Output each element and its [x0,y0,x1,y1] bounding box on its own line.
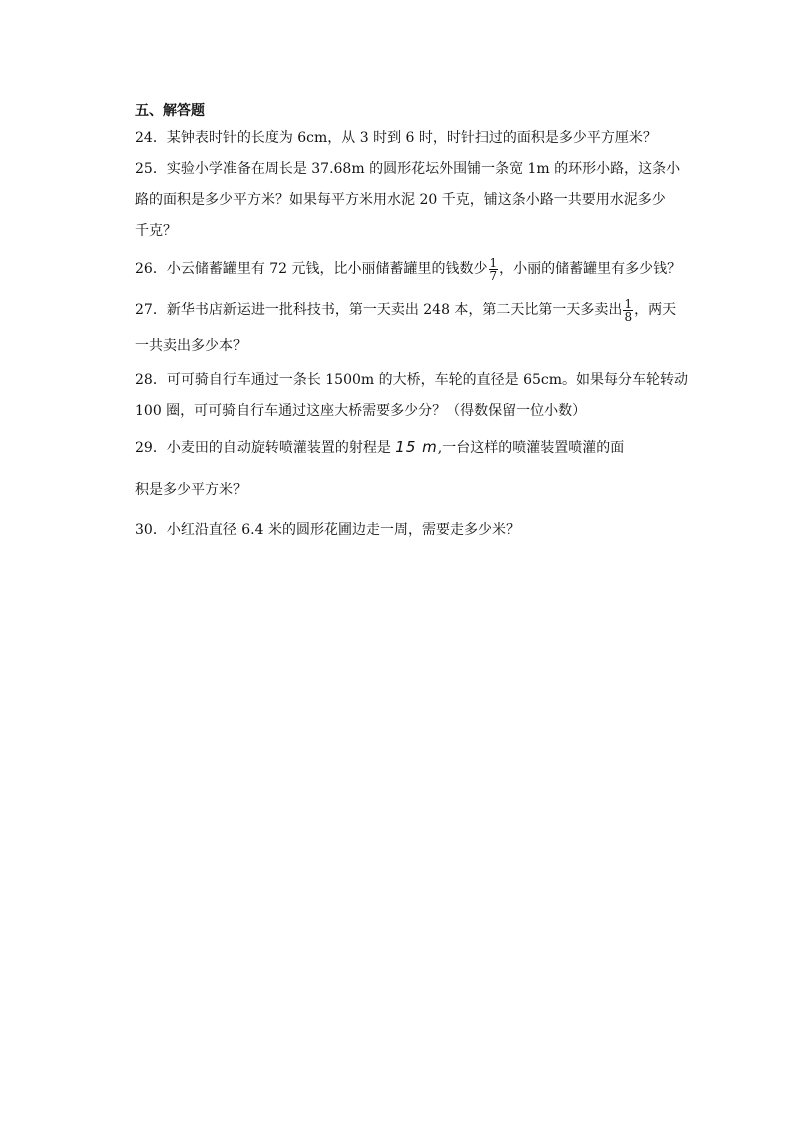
fraction-one-eighth [623,298,633,323]
question-26-text: 26．小云储蓄罐里有 72 元钱，比小丽储蓄罐里的钱数少 [135,261,488,277]
question-29-text-end: ,一台这样的喷灌装置喷灌的面 [437,440,625,456]
question-27-line-1 [135,294,676,326]
question-28-line-1: 28．可可骑自行车通过一条长 1500m 的大桥，车轮的直径是 65cm。如果每分车轮转动 [135,372,688,388]
question-27-line-2: 一共卖出多少本？ [135,338,247,354]
question-24: 24．某钟表时针的长度为 6cm，从 3 时到 6 时，时针扫过的面积是多少平方厘米？ [135,130,657,146]
question-25-line-1: 25．实验小学准备在周长是 37.68m 的圆形花坛外围铺一条宽 1m 的环形小路，这条小 [135,161,681,177]
fraction-numerator: 1 [489,255,498,270]
fraction-denominator: 7 [489,268,498,283]
question-30: 30．小红沿直径 6.4 米的圆形花圃边走一周，需要走多少米？ [135,522,520,538]
fraction-numerator: 1 [624,296,633,311]
question-29-line-1 [135,437,624,458]
question-26-text-end: ，小丽的储蓄罐里有多少钱？ [499,261,682,277]
fraction-denominator: 8 [624,309,633,324]
question-27-text: 27．新华书店新运进一批科技书，第一天卖出 248 本，第二天比第一天多卖出 [135,302,623,318]
section-title: 五、解答题 [135,103,205,119]
question-29-text: 29．小麦田的自动旋转喷灌装置的射程是 [135,440,391,456]
question-27-text-end: ，两天 [634,302,677,318]
question-25-line-3: 千克？ [135,223,177,239]
question-25-line-2: 路的面积是多少平方米？如果每平方米用水泥 20 千克，铺这条小路一共要用水泥多少 [135,192,666,208]
question-28-line-2: 100 圈，可可骑自行车通过这座大桥需要多少分？（得数保留一位小数） [135,403,587,419]
range-value: 15 m [395,438,438,456]
question-29-line-2: 积是多少平方米？ [135,482,247,498]
fraction-one-seventh [489,257,499,282]
question-26 [135,253,681,285]
